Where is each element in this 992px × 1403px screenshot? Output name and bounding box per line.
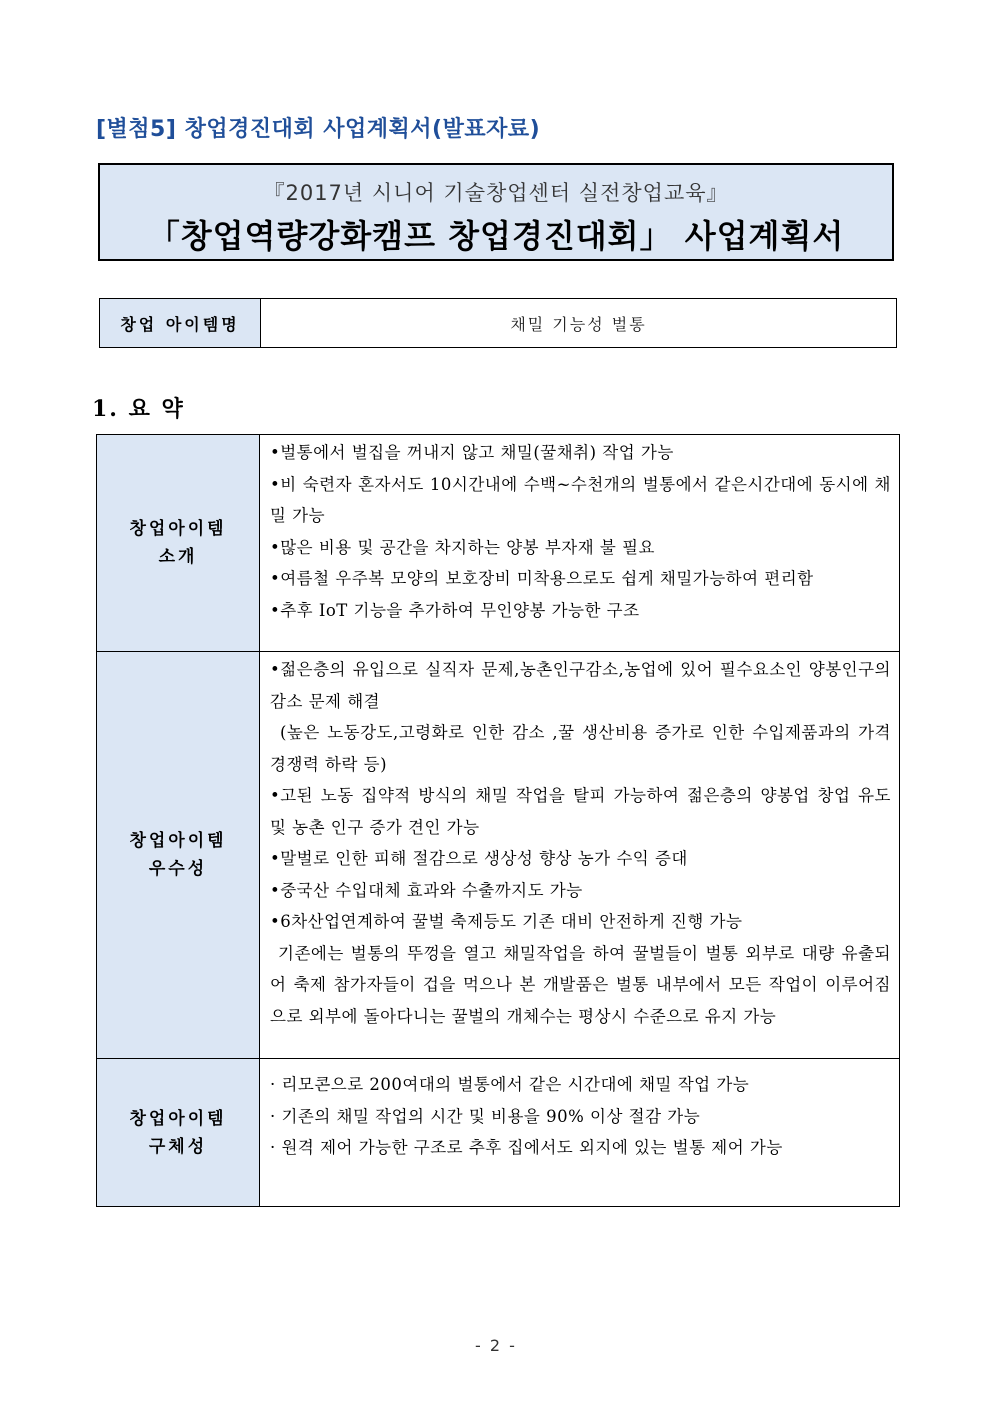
bullet-line: •비 숙련자 혼자서도 10시간내에 수백~수천개의 벌통에서 같은시간대에 동시에 채밀 가능 [270,474,891,525]
bullet-line: •추후 IoT 기능을 추가하여 무인양봉 가능한 구조 [270,600,640,620]
bullet-line: •고된 노동 집약적 방식의 채밀 작업을 탈피 가능하여 젊은층의 양봉업 창업 유도 및 농촌 인구 증가 견인 가능 [270,786,891,837]
summary-content-concreteness [260,1059,900,1207]
item-name-label: 창업 아이템명 [100,299,261,348]
title-box [98,163,894,261]
summary-table [96,434,900,1207]
item-name-value: 채밀 기능성 벌통 [261,299,897,348]
item-name-table [99,298,897,348]
bullet-line: · 리모콘으로 200여대의 벌통에서 같은 시간대에 채밀 작업 가능 [270,1075,750,1094]
summary-label-concreteness [97,1059,260,1207]
label-line: 우수성 [148,859,208,879]
bullet-line: •중국산 수입대체 효과와 수출까지도 가능 [270,880,583,900]
bullet-line: •말벌로 인한 피해 절감으로 생상성 향상 농가 수익 증대 [270,849,688,868]
label-line: 소개 [158,547,198,567]
summary-content-introduction [260,435,900,652]
summary-row-excellence [97,652,900,1059]
bullet-line: · 기존의 채밀 작업의 시간 및 비용을 90% 이상 절감 가능 [270,1106,701,1126]
label-line: 창업아이템 [129,1108,227,1129]
label-line: 창업아이템 [129,519,227,539]
bullet-line: •벌통에서 벌집을 꺼내지 않고 채밀(꿀채취) 작업 가능 [270,443,674,462]
section-heading-summary: 1. 요 약 [92,396,185,422]
attachment-title: [별첨5] 창업경진대회 사업계획서(발표자료) [96,117,541,142]
bullet-line: •젊은층의 유입으로 실직자 문제,농촌인구감소,농업에 있어 필수요소인 양봉인구의 감소 문제 해결 [270,660,891,711]
summary-row-concreteness [97,1059,900,1207]
document-title: 「창업역량강화캠프 창업경진대회」 사업계획서 [147,217,845,255]
bullet-line: 기존에는 벌통의 뚜껑을 열고 채밀작업을 하여 꿀벌들이 벌통 외부로 대량 유출되어 축제 참가자들이 겁을 먹으나 본 개발품은 벌통 내부에서 모든 작업이 이루어짐으로 외부에 돌아다니는 꿀벌의 개체수는 평상시 수준으로 유지 가능 [270,943,891,1026]
bullet-line: •여름철 우주복 모양의 보호장비 미착용으로도 쉽게 채밀가능하여 편리함 [270,569,814,588]
bullet-line: · 원격 제어 가능한 구조로 추후 집에서도 외지에 있는 벌통 제어 가능 [270,1138,783,1157]
bullet-line: •6차산업연계하여 꿀벌 축제등도 기존 대비 안전하게 진행 가능 [270,912,743,931]
document-subtitle: 『2017년 시니어 기술창업센터 실전창업교육』 [263,181,729,205]
label-line: 창업아이템 [129,831,227,851]
bullet-line: •많은 비용 및 공간을 차지하는 양봉 부자재 불 필요 [270,537,655,557]
bullet-line: (높은 노동강도,고령화로 인한 감소 ,꿀 생산비용 증가로 인한 수입제품과의 가격경쟁력 하락 등) [270,723,891,774]
summary-row-introduction [97,435,900,652]
summary-label-introduction [97,435,260,652]
summary-content-excellence [260,652,900,1059]
page-number: - 2 - [475,1336,517,1355]
label-line: 구체성 [148,1136,208,1157]
summary-label-excellence [97,652,260,1059]
